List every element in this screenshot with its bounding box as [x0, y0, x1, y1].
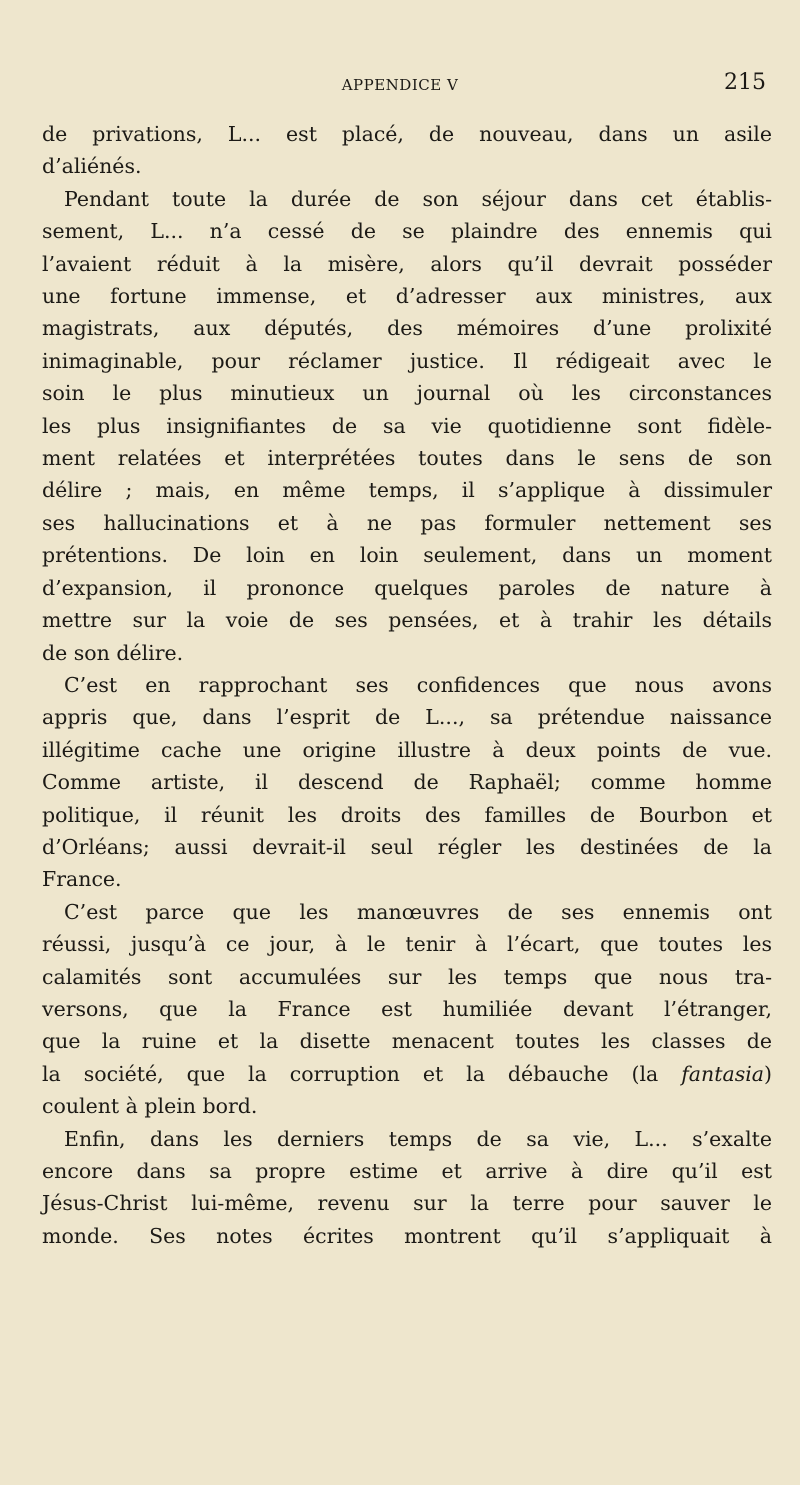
paragraph-4	[42, 896, 772, 1123]
text-line: d’expansion, il prononce quelques paroles de nature à	[42, 575, 772, 600]
text-line: magistrats, aux députés, des mémoires d’une prolixité	[42, 316, 772, 341]
text-line: prétentions. De loin en loin seulement, dans un moment	[42, 543, 772, 568]
text-line: de son délire.	[42, 640, 184, 665]
text-line: France.	[42, 867, 122, 892]
text-line: l’avaient réduit à la misère, alors qu’il devrait posséder	[42, 251, 772, 276]
text-line: les plus insignifiantes de sa vie quotidienne sont fidèle-	[42, 413, 772, 438]
text-line: sement, L... n’a cessé de se plaindre des ennemis qui	[42, 219, 772, 244]
text-line: de privations, L... est placé, de nouveau, dans un asile	[42, 122, 772, 146]
paragraph-3	[42, 669, 772, 896]
page-header	[0, 70, 800, 100]
text-line: ses hallucinations et à ne pas formuler nettement ses	[42, 510, 772, 535]
paragraph-5	[42, 1123, 772, 1253]
body-text	[42, 118, 772, 1252]
text-segment: )	[764, 1061, 772, 1086]
text-line: délire ; mais, en même temps, il s’applique à dissimuler	[42, 478, 772, 503]
text-line: C’est en rapprochant ses confidences que nous avons	[64, 672, 772, 697]
text-line: coulent à plein bord.	[42, 1094, 258, 1119]
text-line: que la ruine et la disette menacent toutes les classes de	[42, 1029, 772, 1054]
text-line: politique, il réunit les droits des familles de Bourbon et	[42, 802, 772, 827]
text-line: C’est parce que les manœuvres de ses ennemis ont	[64, 899, 772, 924]
text-line: versons, que la France est humiliée devant l’étranger,	[42, 996, 772, 1021]
text-line: monde. Ses notes écrites montrent qu’il s’appliquait à	[42, 1223, 772, 1248]
text-line: d’aliénés.	[42, 154, 142, 179]
paragraph-1	[42, 118, 772, 183]
text-line: encore dans sa propre estime et arrive à dire qu’il est	[42, 1159, 772, 1183]
running-title: APPENDICE V	[341, 76, 459, 94]
text-line: Enfin, dans les derniers temps de sa vie, L... s’exalte	[64, 1126, 772, 1151]
text-line: Pendant toute la durée de son séjour dans cet établis-	[64, 186, 772, 211]
text-line: réussi, jusqu’à ce jour, à le tenir à l’écart, que toutes les	[42, 932, 772, 957]
paragraph-2	[42, 183, 772, 669]
text-line: appris que, dans l’esprit de L..., sa prétendue naissance	[42, 705, 772, 730]
italic-word: fantasia	[681, 1061, 764, 1086]
text-line: calamités sont accumulées sur les temps que nous tra-	[42, 964, 772, 989]
text-line: d’Orléans; aussi devrait-il seul régler les destinées de la	[42, 834, 772, 859]
text-line: soin le plus minutieux un journal où les circonstances	[42, 381, 772, 406]
text-line: une fortune immense, et d’adresser aux ministres, aux	[42, 284, 772, 309]
text-line: inimaginable, pour réclamer justice. Il rédigeait avec le	[42, 348, 772, 373]
text-line-with-italic	[42, 1058, 772, 1090]
text-line: Jésus-Christ lui-même, revenu sur la terre pour sauver le	[42, 1191, 772, 1216]
text-line: Comme artiste, il descend de Raphaël; comme homme	[42, 770, 772, 795]
text-line: ment relatées et interprétées toutes dans le sens de son	[42, 446, 772, 471]
page-number: 215	[724, 70, 766, 95]
text-line: mettre sur la voie de ses pensées, et à trahir les détails	[42, 608, 772, 633]
text-segment: la société, que la corruption et la débauche (la	[42, 1061, 682, 1086]
text-line: illégitime cache une origine illustre à deux points de vue.	[42, 737, 772, 762]
